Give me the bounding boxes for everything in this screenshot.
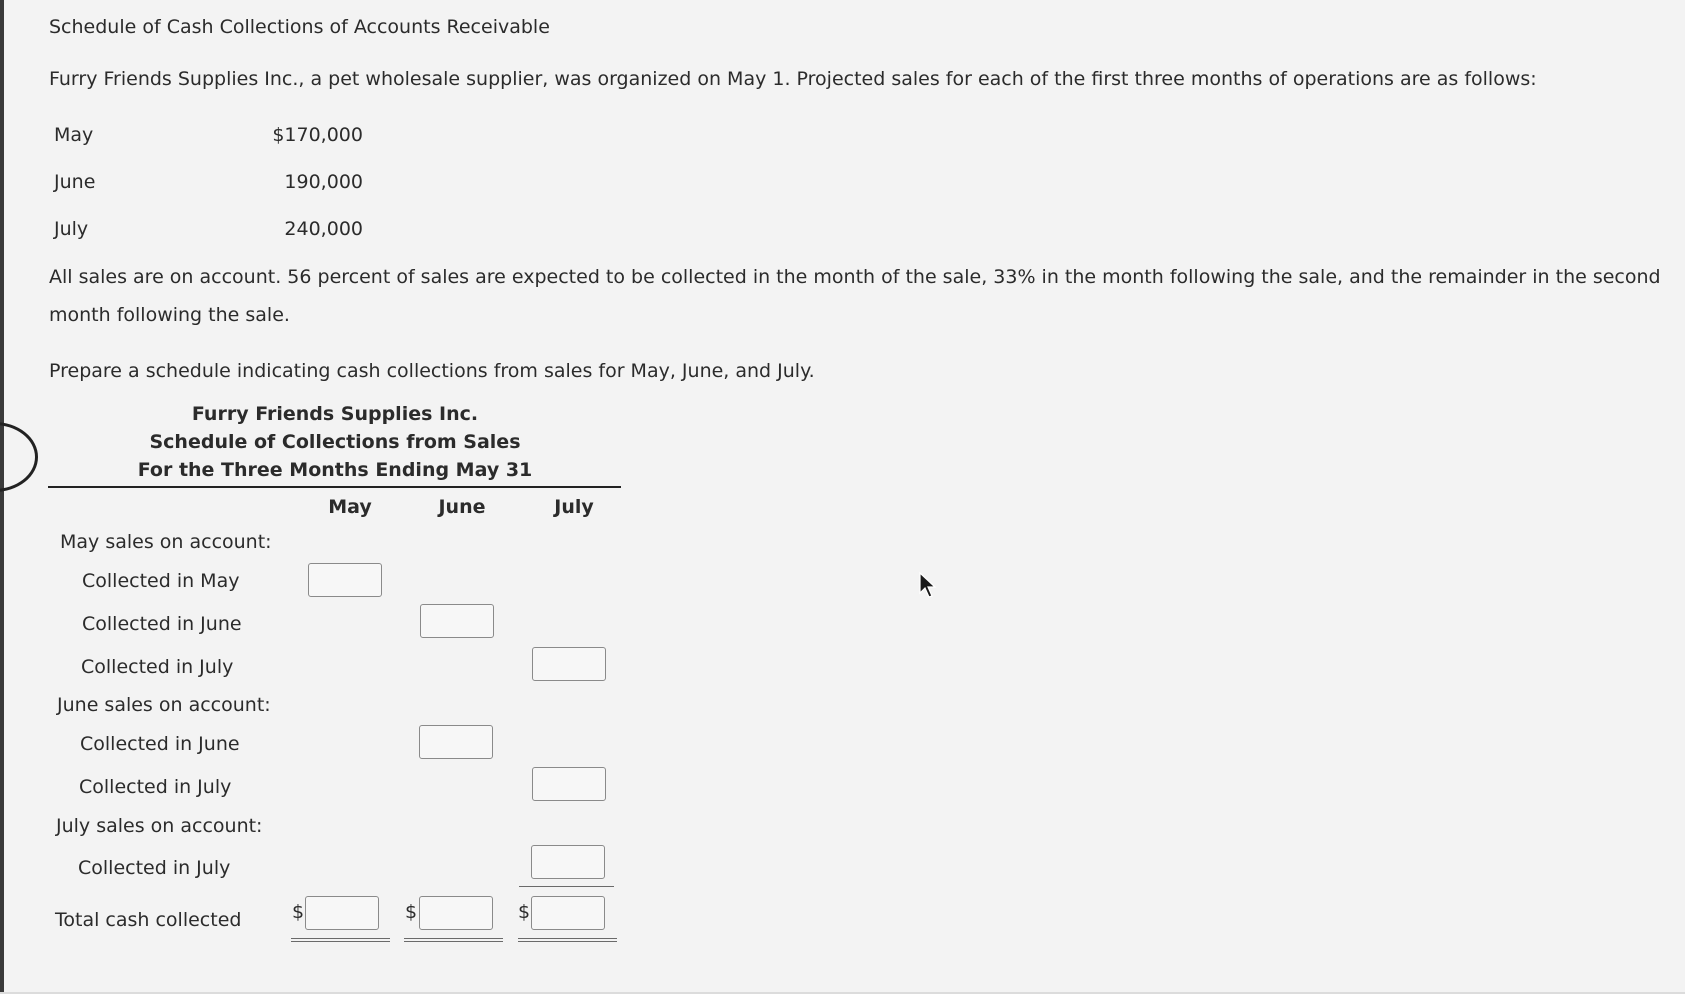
mouse-cursor-icon — [918, 571, 940, 601]
total-june-input[interactable] — [419, 896, 493, 930]
total-june-dollar: $ — [405, 901, 418, 923]
total-may-double-rule — [291, 938, 390, 942]
total-june-double-rule — [404, 938, 503, 942]
row-label-may-collected-may: Collected in May — [82, 570, 240, 592]
page-left-edge — [0, 0, 4, 994]
may-collected-june-input[interactable] — [420, 604, 494, 638]
sales-month-may: May — [54, 124, 94, 146]
instruction-text: Prepare a schedule indicating cash collections from sales for May, June, and July. — [49, 360, 815, 382]
schedule-company: Furry Friends Supplies Inc. — [191, 403, 479, 425]
total-july-double-rule — [518, 938, 617, 942]
row-label-total: Total cash collected — [55, 909, 242, 931]
row-label-may-collected-june: Collected in June — [82, 613, 242, 635]
header-rule — [48, 486, 621, 488]
row-label-june-collected-july: Collected in July — [79, 776, 232, 798]
schedule-heading: Schedule of Collections from Sales — [149, 431, 521, 453]
total-may-dollar: $ — [292, 901, 305, 923]
circle-icon — [0, 422, 38, 492]
row-label-july-sales: July sales on account: — [56, 815, 263, 837]
page-title: Schedule of Cash Collections of Accounts Receivable — [49, 16, 550, 38]
may-collected-may-input[interactable] — [308, 563, 382, 597]
row-label-july-collected-july: Collected in July — [78, 857, 231, 879]
sales-month-july: July — [54, 218, 89, 240]
total-july-dollar: $ — [518, 901, 531, 923]
total-july-input[interactable] — [531, 896, 605, 930]
sales-amount-july: 240,000 — [284, 218, 363, 240]
row-label-may-collected-july: Collected in July — [81, 656, 234, 678]
sales-amount-june: 190,000 — [284, 171, 363, 193]
schedule-period: For the Three Months Ending May 31 — [137, 459, 533, 481]
total-may-input[interactable] — [305, 896, 379, 930]
column-june: June — [438, 496, 486, 518]
row-label-june-sales: June sales on account: — [57, 694, 271, 716]
subtotal-rule-july — [519, 886, 614, 887]
sales-amount-may: $170,000 — [272, 124, 363, 146]
row-label-june-collected-june: Collected in June — [80, 733, 240, 755]
column-july: July — [554, 496, 594, 518]
intro-text: Furry Friends Supplies Inc., a pet wholesale supplier, was organized on May 1. Projected sales for each of the first three months of operations are as follows: — [49, 68, 1537, 90]
row-label-may-sales: May sales on account: — [60, 531, 272, 553]
sales-month-june: June — [54, 171, 96, 193]
collection-policy-text-cont: month following the sale. — [49, 304, 290, 326]
collection-policy-text: All sales are on account. 56 percent of sales are expected to be collected in the month of the sale, 33% in the month following the sale, and the remainder in the second — [49, 266, 1661, 288]
june-collected-june-input[interactable] — [419, 725, 493, 759]
july-collected-july-input[interactable] — [531, 845, 605, 879]
june-collected-july-input[interactable] — [532, 767, 606, 801]
column-may: May — [328, 496, 372, 518]
may-collected-july-input[interactable] — [532, 647, 606, 681]
